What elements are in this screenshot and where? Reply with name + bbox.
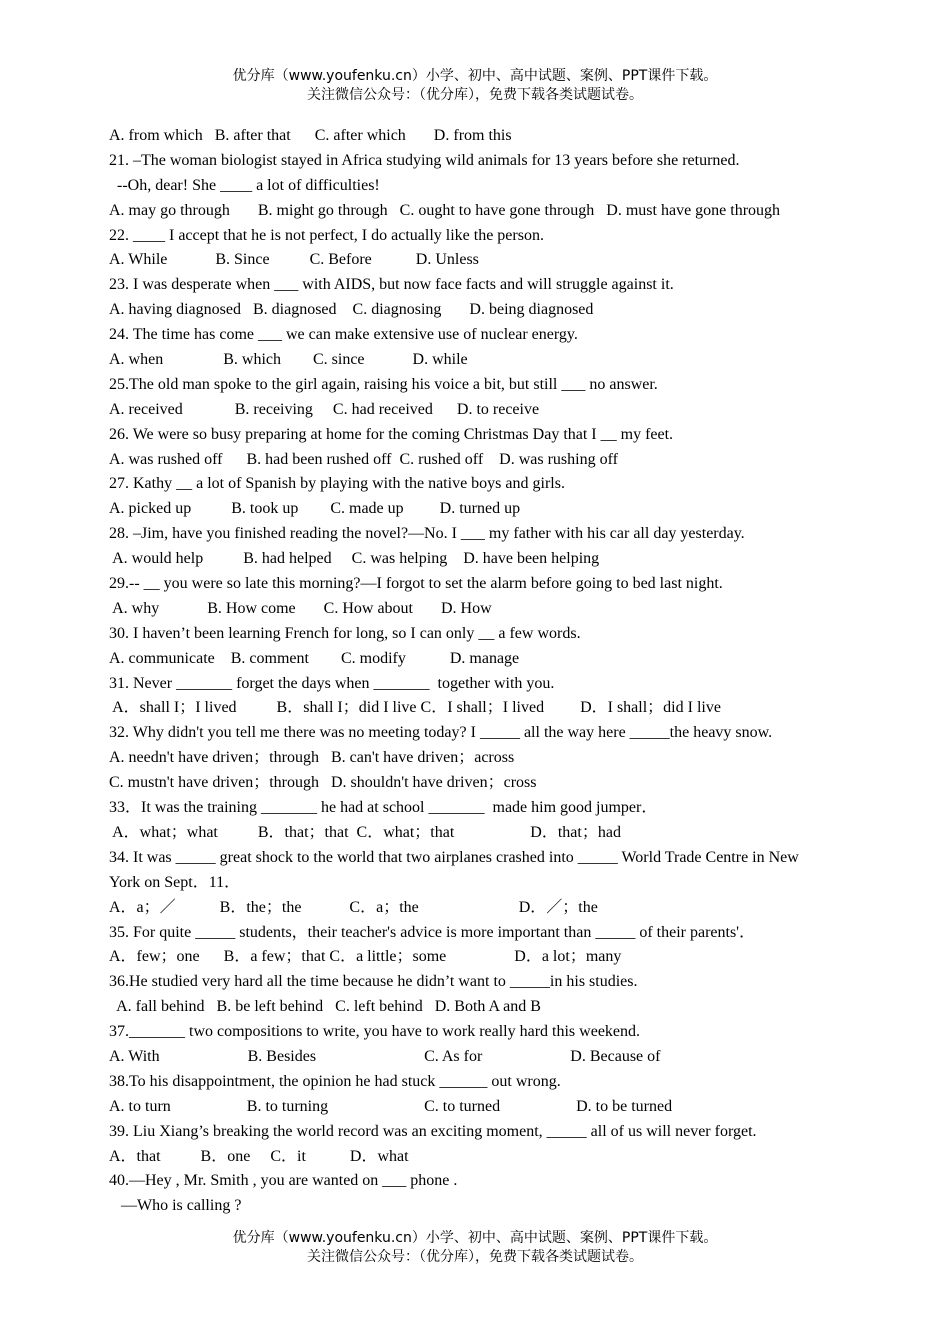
text-line: 28. –Jim, have you finished reading the novel?—No. I ___ my father with his car all day yesterday. <box>109 525 745 543</box>
text-line: York on Sept．11． <box>109 873 241 891</box>
text-line: A. communicate B. comment C. modify D. manage <box>109 649 520 667</box>
text-line: 24. The time has come ___ we can make extensive use of nuclear energy. <box>109 326 578 344</box>
text-line: A. While B. Since C. Before D. Unless <box>109 251 479 269</box>
page-footer <box>0 1229 950 1267</box>
text-line: A. when B. which C. since D. while <box>109 351 468 369</box>
text-line: A. fall behind B. be left behind C. left behind D. Both A and B <box>109 998 541 1016</box>
text-line: 36.He studied very hard all the time because he didn’t want to _____in his studies. <box>109 973 638 991</box>
text-line: A. was rushed off B. had been rushed off C. rushed off D. was rushing off <box>109 450 618 468</box>
text-line: A. received B. receiving C. had received D. to receive <box>109 400 540 418</box>
text-line: 23. I was desperate when ___ with AIDS, but now face facts and will struggle against it. <box>109 276 674 294</box>
text-line: A．shall I；I lived B．shall I；did I live C．I shall；I lived D．I shall；did I live <box>109 699 721 717</box>
text-line: A．what；what B．that；that C．what；that D．that；had <box>109 823 621 841</box>
text-line: 27. Kathy __ a lot of Spanish by playing with the native boys and girls. <box>109 475 565 493</box>
text-line: A．a；／ B．the；the C．a；the D．／；the <box>109 898 598 916</box>
text-line: A. needn't have driven；through B. can't have driven；across <box>109 749 515 767</box>
text-line: 34. It was _____ great shock to the world that two airplanes crashed into _____ World Trade Centre in New <box>109 848 799 866</box>
text-line: A. why B. How come C. How about D. How <box>109 599 492 617</box>
header-line-2: 关注微信公众号：（优分库），免费下载各类试题试卷。 <box>307 87 643 103</box>
text-line: A．few；one B．a few；that C．a little；some D．a lot；many <box>109 948 622 966</box>
text-line: --Oh, dear! She ____ a lot of difficulties! <box>109 176 380 194</box>
text-line: A. from which B. after that C. after which D. from this <box>109 127 512 144</box>
text-line: A．that B．one C．it D．what <box>109 1147 409 1165</box>
text-line: 25.The old man spoke to the girl again, raising his voice a bit, but still ___ no answer. <box>109 375 658 393</box>
text-line: 31. Never _______ forget the days when _______ together with you. <box>109 674 555 692</box>
text-line: A. With B. Besides C. As for D. Because of <box>109 1047 661 1065</box>
text-line: 21. –The woman biologist stayed in Africa studying wild animals for 13 years before she returned. <box>109 151 740 169</box>
footer-line-1: 优分库（www.youfenku.cn）小学、初中、高中试题、案例、PPT课件下载。 <box>232 1230 718 1246</box>
text-line: 32. Why didn't you tell me there was no meeting today? I _____ all the way here _____the heavy snow. <box>109 724 773 742</box>
text-line: 38.To his disappointment, the opinion he had stuck ______ out wrong. <box>109 1072 561 1090</box>
text-line: 37._______ two compositions to write, you have to work really hard this weekend. <box>109 1023 641 1041</box>
text-line: A. having diagnosed B. diagnosed C. diagnosing D. being diagnosed <box>109 301 594 319</box>
footer-line-2: 关注微信公众号：（优分库），免费下载各类试题试卷。 <box>307 1249 643 1265</box>
text-line: 33．It was the training _______ he had at school _______ made him good jumper． <box>109 799 658 817</box>
text-line: C. mustn't have driven；through D. shouldn't have driven；cross <box>109 774 537 792</box>
text-line: 22. ____ I accept that he is not perfect, I do actually like the person. <box>109 226 544 244</box>
text-line: A. may go through B. might go through C. ought to have gone through D. must have gone through <box>109 201 781 219</box>
text-line: A. to turn B. to turning C. to turned D. to be turned <box>109 1097 673 1115</box>
text-line: 30. I haven’t been learning French for long, so I can only __ a few words. <box>109 624 581 642</box>
text-line: 39. Liu Xiang’s breaking the world record was an exciting moment, _____ all of us will never forget. <box>109 1122 757 1140</box>
text-line: 35. For quite _____ students，their teacher's advice is more important than _____ of their parents'． <box>109 923 756 941</box>
text-line: A. picked up B. took up C. made up D. turned up <box>109 500 521 518</box>
question-list <box>109 124 849 1219</box>
text-line: 26. We were so busy preparing at home for the coming Christmas Day that I __ my feet. <box>109 425 674 443</box>
text-line: —Who is calling ? <box>109 1197 242 1215</box>
header-line-1: 优分库（www.youfenku.cn）小学、初中、高中试题、案例、PPT课件下载。 <box>232 68 718 84</box>
text-line: 29.-- __ you were so late this morning?—I forgot to set the alarm before going to bed last night. <box>109 575 723 593</box>
page-header <box>0 67 950 105</box>
text-line: 40.—Hey , Mr. Smith , you are wanted on ___ phone . <box>109 1172 458 1190</box>
text-line: A. would help B. had helped C. was helping D. have been helping <box>109 550 600 568</box>
